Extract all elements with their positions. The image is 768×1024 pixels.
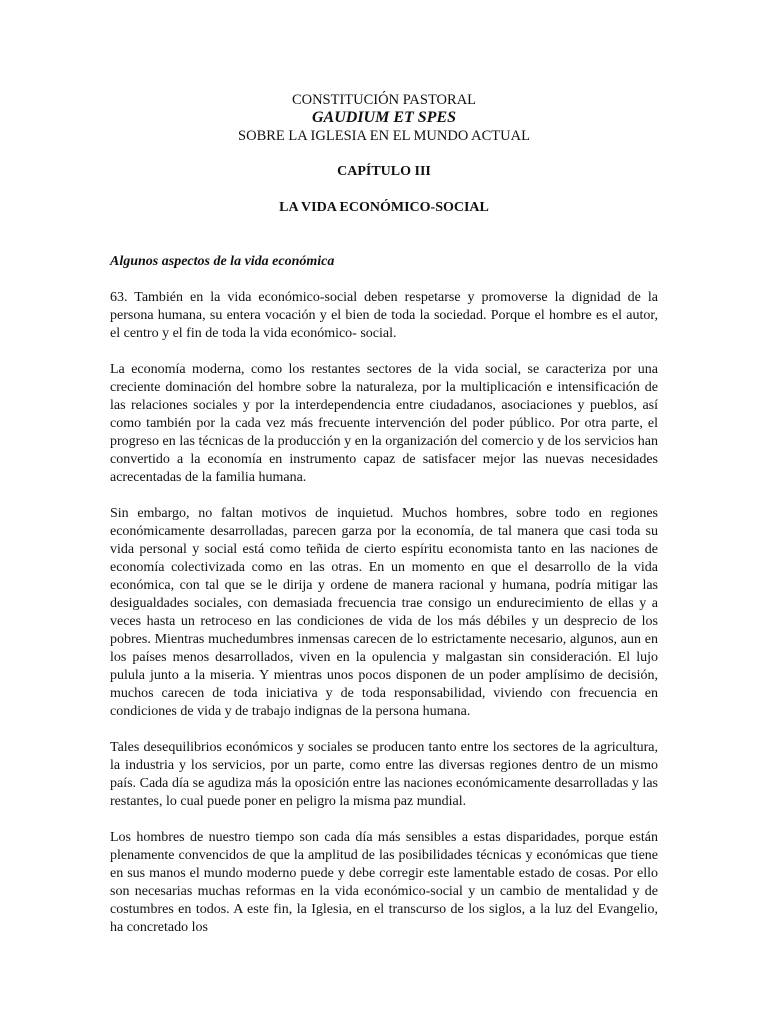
- document-page: [110, 91, 658, 937]
- document-title: GAUDIUM ET SPES: [311, 109, 457, 126]
- paragraph-63: 63. También en la vida económico-social deben respetarse y promoverse la dignidad de la persona humana, su entera vocación y el bien de toda la sociedad. Porque el hombre es el autor, el centro y el fin de toda la vida económico- social.: [110, 290, 658, 341]
- document-subtitle: SOBRE LA IGLESIA EN EL MUNDO ACTUAL: [238, 128, 530, 144]
- chapter-title: LA VIDA ECONÓMICO-SOCIAL: [279, 200, 489, 215]
- section-heading: Algunos aspectos de la vida económica: [110, 254, 335, 269]
- paragraph-desequilibrios: Tales desequilibrios económicos y sociales se producen tanto entre los sectores de la agricultura, la industria y los servicios, por un parte, como entre las diversas regiones dentro de un mismo país. Cada día se agudiza más la oposición entre las naciones económicamente desarrolladas y las restantes, lo cual puede poner en peligro la misma paz mundial.: [110, 740, 658, 809]
- document-type-heading: CONSTITUCIÓN PASTORAL: [291, 92, 477, 108]
- paragraph-modern-economy: La economía moderna, como los restantes sectores de la vida social, se caracteriza por una creciente dominación del hombre sobre la naturaleza, por la multiplicación e intensificación de las relaciones sociales y por la interdependencia entre ciudadanos, asociaciones y pueblos, así como también por la cada vez más frecuente intervención del poder público. Por otra parte, el progreso en las técnicas de la producción y en la organización del comercio y de los servicios han convertido a la economía en instrumento capaz de satisfacer mejor las nuevas necesidades acrecentadas de la familia humana.: [110, 362, 658, 485]
- paragraph-disparidades: Los hombres de nuestro tiempo son cada día más sensibles a estas disparidades, porque están plenamente convencidos de que la amplitud de las posibilidades técnicas y económicas que tiene en sus manos el mundo moderno puede y debe corregir este lamentable estado de cosas. Por ello son necesarias muchas reformas en la vida económico-social y un cambio de mentalidad y de costumbres en todos. A este fin, la Iglesia, en el transcurso de los siglos, a la luz del Evangelio, ha concretado los: [110, 830, 658, 935]
- chapter-label: CAPÍTULO III: [337, 164, 431, 179]
- paragraph-inquietud: Sin embargo, no faltan motivos de inquietud. Muchos hombres, sobre todo en regiones económicamente desarrolladas, parecen garza por la economía, de tal manera que casi toda su vida personal y social está como teñida de cierto espíritu economista tanto en las naciones de economía colectivizada como en las otras. En un momento en que el desarrollo de la vida económica, con tal que se le dirija y ordene de manera racional y humana, podría mitigar las desigualdades sociales, con demasiada frecuencia trae consigo un endurecimiento de ellas y a veces hasta un retroceso en las condiciones de vida de los más débiles y un desprecio de los pobres. Mientras muchedumbres inmensas carecen de lo estrictamente necesario, algunos, aun en los países menos desarrollados, viven en la opulencia y malgastan sin consideración. El lujo pulula junto a la miseria. Y mientras unos pocos disponen de un poder amplísimo de decisión, muchos carecen de toda iniciativa y de toda responsabilidad, viviendo con frecuencia en condiciones de vida y de trabajo indignas de la persona humana.: [110, 506, 658, 719]
